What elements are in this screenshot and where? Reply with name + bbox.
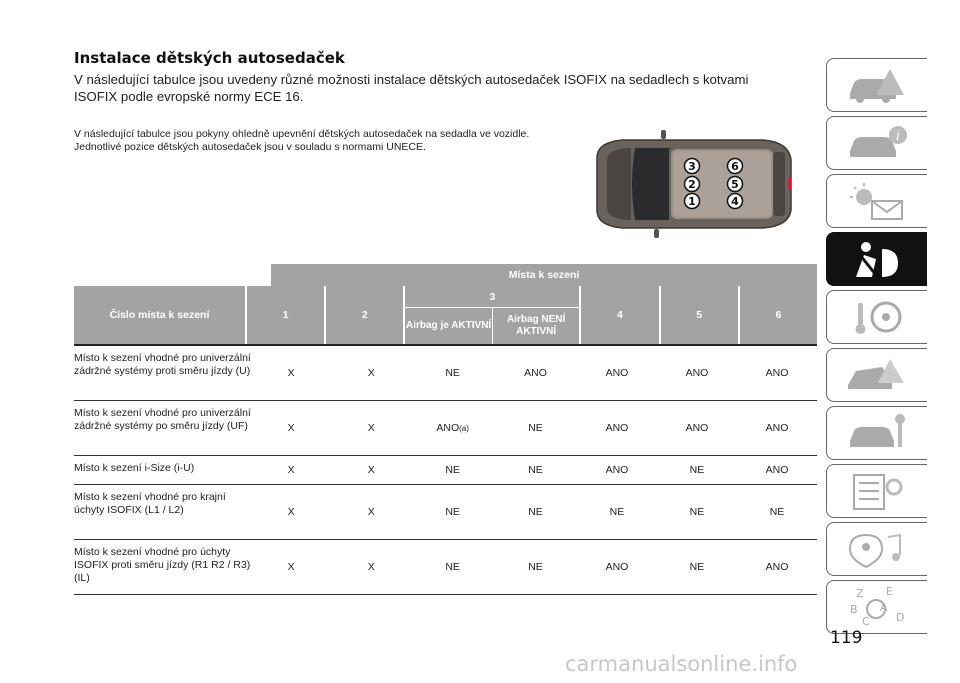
- car-breakdown-icon: [842, 355, 912, 395]
- table-cell: X: [287, 422, 295, 434]
- page-title: Instalace dětských autosedaček: [74, 49, 345, 67]
- table-row: [74, 485, 817, 540]
- seat-number-5: 5: [731, 178, 739, 191]
- table-cell: ANO: [685, 422, 709, 434]
- tab-safety[interactable]: [826, 232, 927, 286]
- table-cell: ANO: [605, 422, 629, 434]
- table-cell: ANO: [765, 422, 789, 434]
- car-warning-icon: [842, 65, 912, 105]
- svg-text:Z: Z: [856, 587, 864, 600]
- table-cell: NE: [445, 367, 460, 379]
- tab-emergency[interactable]: [826, 348, 927, 402]
- table-cell: NE: [528, 506, 543, 518]
- table-row: [74, 540, 817, 595]
- table-cell: NE: [769, 506, 785, 518]
- table-cell: X: [367, 561, 375, 573]
- table-cell: X: [367, 506, 375, 518]
- index-icon: [842, 585, 912, 629]
- table-cell: ANO: [765, 367, 789, 379]
- tab-lights[interactable]: [826, 174, 927, 228]
- table-cell: X: [287, 506, 295, 518]
- table-cell: ANO: [605, 464, 629, 476]
- table-cell: ANO: [524, 367, 547, 379]
- table-cell: NE: [528, 464, 543, 476]
- row-label: Místo k sezení vhodné pro úchyty ISOFIX proti směru jízdy (R1 R2 / R3) (IL): [74, 546, 251, 584]
- table-cell: NE: [445, 561, 460, 573]
- car-tools-icon: [842, 413, 912, 453]
- table-cell: NE: [528, 561, 543, 573]
- table-row: [74, 346, 817, 401]
- svg-text:i: i: [895, 129, 901, 144]
- table-cell: X: [367, 422, 375, 434]
- svg-text:A: A: [880, 601, 888, 614]
- tab-multimedia[interactable]: [826, 522, 927, 576]
- seat-number-4: 4: [731, 195, 739, 208]
- svg-text:C: C: [862, 615, 870, 628]
- table-cell: ANO: [685, 367, 709, 379]
- col-header-2: 2: [324, 286, 403, 344]
- page-number: 119: [830, 628, 863, 648]
- table-row: [74, 401, 817, 456]
- tab-maintenance[interactable]: [826, 406, 927, 460]
- col-header-5: 5: [659, 286, 738, 344]
- table-cell: NE: [689, 561, 705, 573]
- car-seat-diagram: [583, 128, 798, 240]
- specs-gear-icon: [842, 471, 912, 511]
- seat-number-3: 3: [688, 160, 696, 173]
- tab-getting-to-know[interactable]: [826, 116, 927, 170]
- car-info-icon: [842, 123, 912, 163]
- steering-key-icon: [842, 297, 912, 337]
- table-header-row: [74, 286, 817, 344]
- seatbelt-airbag-icon: [842, 237, 912, 281]
- tab-dashboard[interactable]: [826, 58, 927, 112]
- col-header-3-group: [403, 286, 579, 344]
- watermark: carmanualsonline.info: [565, 652, 798, 676]
- table-cell: NE: [445, 464, 460, 476]
- table-row: [74, 456, 817, 485]
- multimedia-icon: [842, 529, 912, 569]
- note-paragraph: V následující tabulce jsou pokyny ohledně upevnění dětských autosedaček na sedadla ve vozidle. Jednotlivé pozice dětských autosedaček jsou v souladu s normami UNECE.: [74, 128, 530, 153]
- table-cell: ANO (a): [436, 422, 469, 434]
- airbag-on-header: Airbag je AKTIVNÍ: [406, 320, 492, 331]
- table-cell: ANO: [605, 561, 629, 573]
- chapter-sidebar: [826, 58, 928, 638]
- row-label: Místo k sezení vhodné pro univerzální zádržné systémy proti směru jízdy (U): [74, 352, 251, 377]
- table-cell: X: [367, 464, 375, 476]
- row-label: Místo k sezení i-Size (i-U): [74, 462, 195, 474]
- seat-number-2: 2: [688, 178, 696, 191]
- table-cell: X: [287, 367, 295, 379]
- table-cell: X: [287, 464, 295, 476]
- svg-text:B: B: [850, 603, 858, 616]
- col-header-6: 6: [738, 286, 817, 344]
- table-cell: NE: [689, 506, 705, 518]
- table-cell: NE: [528, 422, 543, 434]
- table-cell: ANO: [765, 464, 789, 476]
- tab-index[interactable]: [826, 580, 927, 634]
- col-header-1: 1: [245, 286, 324, 344]
- table-top-header: Místa k sezení: [271, 264, 817, 286]
- intro-paragraph: V následující tabulce jsou uvedeny různé možnosti instalace dětských autosedaček ISOFIX na sedadlech s kotvami ISOFIX podle evropské normy ECE 16.: [74, 72, 749, 104]
- airbag-off-header: Airbag NENÍ AKTIVNÍ: [492, 308, 580, 344]
- lights-mail-icon: [842, 181, 912, 221]
- tab-technical-data[interactable]: [826, 464, 927, 518]
- table-cell: ANO: [765, 561, 789, 573]
- tab-starting-driving[interactable]: [826, 290, 927, 344]
- table-cell: X: [287, 561, 295, 573]
- table-cell: NE: [689, 464, 705, 476]
- seat-number-6: 6: [731, 160, 739, 173]
- col-header-3: 3: [405, 286, 579, 308]
- table-cell: NE: [445, 506, 460, 518]
- table-cell: X: [367, 367, 375, 379]
- col-header-4: 4: [579, 286, 658, 344]
- footnote-marker: (a): [459, 423, 469, 433]
- table-cell: NE: [609, 506, 625, 518]
- seat-number-1: 1: [688, 195, 696, 208]
- row-label: Místo k sezení vhodné pro univerzální zádržné systémy po směru jízdy (UF): [74, 407, 251, 432]
- svg-text:D: D: [896, 611, 905, 624]
- seating-table: [74, 264, 817, 595]
- svg-text:E: E: [886, 585, 893, 598]
- row-label: Místo k sezení vhodné pro krajní úchyty ISOFIX (L1 / L2): [74, 491, 226, 516]
- table-cell: ANO: [605, 367, 629, 379]
- col-label-header: Číslo místa k sezení: [109, 309, 210, 321]
